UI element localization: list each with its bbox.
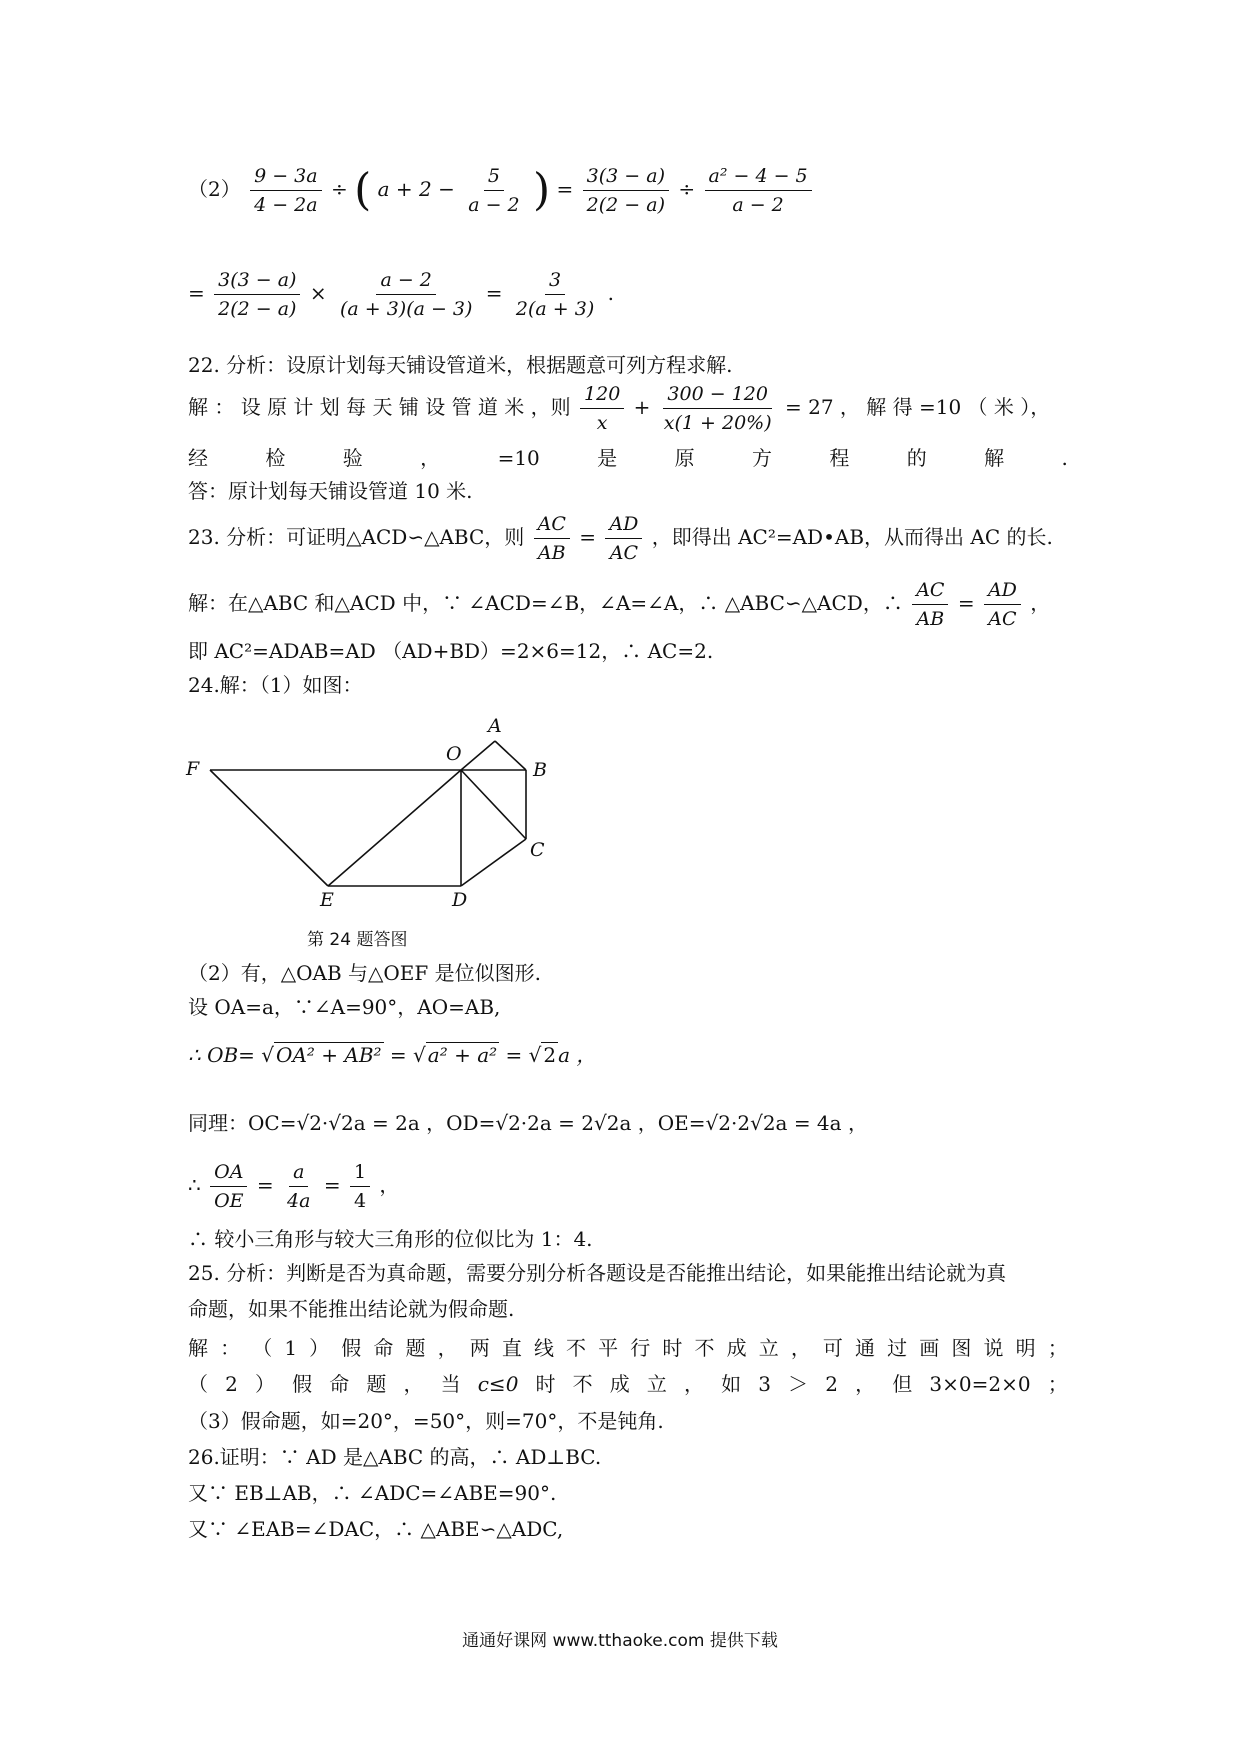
word: 1: [284, 1336, 298, 1360]
word: 命: [329, 1372, 350, 1396]
word: 检: [265, 446, 286, 470]
denominator: AB: [916, 608, 945, 630]
problem-24-heading: 24.解：（1）如图：: [188, 673, 363, 697]
word: ，: [420, 446, 441, 470]
denominator: AB: [537, 542, 566, 564]
word: 说: [983, 1336, 1004, 1360]
denominator: x: [596, 412, 608, 434]
problem-25-solution-3: （3）假命题，如=20°，=50°，则=70°，不是钝角.: [188, 1409, 664, 1433]
denominator: a − 2: [732, 194, 784, 216]
word: ，: [684, 1372, 705, 1396]
word: 命: [373, 1336, 394, 1360]
text: ，: [1030, 591, 1051, 615]
radicand: 2: [543, 1043, 557, 1067]
denominator: AC: [609, 542, 638, 564]
denominator: 4a: [287, 1190, 311, 1212]
sqrt-sign: √: [528, 1043, 542, 1067]
word: 验: [342, 446, 363, 470]
numerator: a − 2: [376, 268, 435, 295]
word: 程: [829, 446, 850, 470]
word: 2: [225, 1372, 238, 1396]
segment-oc: [461, 770, 526, 839]
word: 图: [951, 1336, 972, 1360]
numerator: AC: [912, 578, 948, 605]
problem-24-ratio: [188, 1160, 399, 1213]
word: 两: [469, 1336, 490, 1360]
word: 平: [598, 1336, 619, 1360]
operator: =: [323, 1173, 341, 1197]
numerator: 3(3 − a): [583, 164, 669, 191]
operator: =: [579, 525, 597, 549]
word: 不: [572, 1372, 593, 1396]
radicand: OA² + AB²: [276, 1043, 382, 1067]
numerator: 1: [350, 1160, 370, 1187]
operator: =: [256, 1173, 274, 1197]
label-b: B: [533, 759, 547, 781]
label-d: D: [452, 889, 468, 908]
denominator: 4: [353, 1190, 367, 1212]
numerator: 5: [484, 164, 504, 191]
word: （: [252, 1336, 273, 1360]
label-o: O: [446, 743, 462, 765]
fraction: [250, 164, 322, 217]
operator: =: [957, 591, 975, 615]
numerator: 120: [580, 382, 624, 409]
word: 2: [825, 1372, 839, 1396]
label-e: E: [320, 889, 334, 908]
word: 题: [405, 1336, 426, 1360]
word: ）: [254, 1372, 275, 1396]
problem-25-analysis-1: 25. 分析：判断是否为真命题，需要分别分析各题设是否能推出结论，如果能推出结论就为真: [188, 1261, 1007, 1285]
word: 通: [855, 1336, 876, 1360]
denominator: a − 2: [468, 194, 520, 216]
problem-25-solution-2: [188, 1371, 1068, 1397]
operator: =: [556, 177, 574, 201]
word: ，: [790, 1336, 811, 1360]
operator: =: [505, 1043, 529, 1067]
text: ∴ OB=: [188, 1043, 255, 1067]
word: 时: [662, 1336, 683, 1360]
problem-26-proof-1: 26.证明：∵ AD 是△ABC 的高，∴ AD⊥BC.: [188, 1445, 602, 1469]
problem-24-conclusion: ∴ 较小三角形与较大三角形的位似比为 1：4.: [188, 1227, 593, 1251]
denominator: 4 − 2a: [254, 194, 318, 216]
numerator: 3(3 − a): [214, 268, 300, 295]
operator: ÷: [330, 177, 348, 201]
problem-25-analysis-2: 命题，如果不能推出结论就为假命题.: [188, 1297, 515, 1321]
problem-22-answer: 答：原计划每天铺设管道 10 米.: [188, 479, 473, 503]
denominator: AC: [988, 608, 1017, 630]
problem-24-figure: [180, 708, 600, 908]
problem-23-solution: [188, 578, 1050, 631]
fraction: [660, 382, 776, 435]
expression: a + 2 −: [377, 177, 455, 201]
operator: =: [188, 281, 205, 305]
text: ，: [379, 1173, 400, 1197]
segment-dc: [461, 839, 526, 886]
sqrt-sign: √: [261, 1043, 275, 1067]
problem-22-analysis: 22. 分析：设原计划每天铺设管道米，根据题意可列方程求解.: [188, 353, 733, 377]
numerator: a² − 4 − 5: [705, 164, 812, 191]
word: 如: [721, 1372, 742, 1396]
word: 假: [341, 1336, 362, 1360]
word: 画: [919, 1336, 940, 1360]
word: ；: [1047, 1336, 1068, 1360]
problem-24-part2: （2）有，△OAB 与△OEF 是位似图形.: [188, 961, 541, 985]
word: 原: [674, 446, 695, 470]
operator: ÷: [678, 177, 696, 201]
word: 时: [535, 1372, 556, 1396]
word: 是: [597, 446, 618, 470]
operator: +: [633, 395, 651, 419]
word: ；: [1047, 1372, 1068, 1396]
segment-eo: [328, 770, 461, 886]
problem-22-solution: [188, 382, 1050, 435]
word: 但: [892, 1372, 913, 1396]
operator: =: [389, 1043, 414, 1067]
numerator: 300 − 120: [663, 382, 772, 409]
segment-fe: [210, 770, 328, 886]
fraction: [214, 268, 300, 321]
word: 明: [1015, 1336, 1036, 1360]
word: 经: [188, 446, 208, 470]
numerator: AD: [984, 578, 1021, 605]
text: 解：在△ABC 和△ACD 中，∵ ∠ACD=∠B，∠A=∠A，∴ △ABC∽△ACD，∴: [188, 591, 903, 615]
word: ，: [437, 1336, 458, 1360]
paren-close: ): [533, 164, 551, 216]
word: 立: [646, 1372, 667, 1396]
label-c: C: [530, 839, 545, 861]
operator: =: [485, 281, 503, 305]
denominator: x(1 + 20%): [663, 412, 772, 434]
word: ，: [855, 1372, 876, 1396]
problem-26-proof-3: 又∵ ∠EAB=∠DAC，∴ △ABE∽△ADC,: [188, 1517, 564, 1541]
period: .: [607, 281, 614, 305]
word: ＞: [788, 1372, 809, 1396]
sqrt-sign: √: [413, 1043, 426, 1067]
text: ， 解 得 =10 （ 米 ），: [839, 395, 1051, 419]
numerator: 9 − 3a: [250, 164, 322, 191]
text: ，即得出 AC²=AD•AB，从而得出 AC 的长.: [651, 525, 1053, 549]
problem-24-given: 设 OA=a，∵∠A=90°，AO=AB,: [188, 995, 501, 1019]
word: 3: [758, 1372, 772, 1396]
word: 可: [822, 1336, 843, 1360]
problem-24-ob: [188, 1042, 596, 1068]
fraction: [464, 164, 523, 217]
problem-23-analysis: [188, 512, 1053, 565]
problem-22-check: [188, 445, 1068, 471]
figure-caption: 第 24 题答图: [307, 930, 408, 950]
denominator: 2(2 − a): [586, 194, 666, 216]
label-a: A: [488, 715, 502, 737]
numerator: OA: [210, 1160, 247, 1187]
word: 解: [188, 1336, 208, 1360]
word: 3×0=2×0: [929, 1372, 1031, 1396]
footer-watermark: 通通好课网 www.tthaoke.com 提供下载: [462, 1631, 778, 1651]
word: =10: [497, 446, 540, 470]
word: .: [1061, 446, 1068, 470]
segment-oa: [461, 741, 495, 770]
word: （: [188, 1372, 208, 1396]
word: ，: [403, 1372, 424, 1396]
fraction: [283, 1160, 314, 1213]
fraction: [605, 512, 642, 565]
word: 假: [292, 1372, 313, 1396]
fraction: [512, 268, 598, 321]
fraction: [534, 512, 570, 565]
word: ）: [309, 1336, 330, 1360]
word: 立: [758, 1336, 779, 1360]
paren-open: (: [354, 164, 372, 216]
text: 解 ： 设 原 计 划 每 天 铺 设 管 道 米 ，则: [188, 395, 571, 419]
text: ∴: [188, 1173, 201, 1197]
fraction: [583, 164, 669, 217]
word: 直: [501, 1336, 522, 1360]
fraction: [580, 382, 624, 435]
word: 过: [887, 1336, 908, 1360]
denominator: 2(2 − a): [218, 298, 297, 320]
problem-26-proof-2: 又∵ EB⊥AB，∴ ∠ADC=∠ABE=90°.: [188, 1481, 557, 1505]
label-f: F: [186, 758, 200, 780]
word: 当: [440, 1372, 461, 1396]
fraction: [350, 1160, 370, 1213]
solution-21-2-line1: [188, 164, 815, 217]
segment-ab: [495, 741, 526, 770]
operator: ×: [309, 281, 327, 305]
denominator: OE: [214, 1190, 244, 1212]
denominator: 2(a + 3): [515, 298, 595, 320]
fraction: [705, 164, 812, 217]
fraction: [210, 1160, 247, 1213]
text: 23. 分析：可证明△ACD∽△ABC，则: [188, 525, 525, 549]
part-label: （2）: [188, 177, 241, 201]
text: a ，: [558, 1043, 597, 1067]
fraction: [984, 578, 1021, 631]
word: c≤0: [477, 1372, 519, 1396]
operator: = 27: [784, 395, 834, 419]
problem-23-result: 即 AC²=ADAB=AD （AD+BD）=2×6=12，∴ AC=2.: [188, 639, 714, 663]
word: ：: [220, 1336, 241, 1360]
word: 成: [609, 1372, 630, 1396]
word: 线: [533, 1336, 554, 1360]
word: 成: [726, 1336, 747, 1360]
numerator: AC: [534, 512, 570, 539]
fraction: [336, 268, 476, 321]
word: 的: [906, 446, 927, 470]
word: 方: [751, 446, 772, 470]
word: 解: [984, 446, 1005, 470]
word: 行: [630, 1336, 651, 1360]
numerator: 3: [545, 268, 565, 295]
word: 题: [366, 1372, 387, 1396]
fraction: [912, 578, 948, 631]
radicand: a² + a²: [427, 1043, 498, 1067]
numerator: AD: [605, 512, 642, 539]
problem-24-similar: 同理：OC=√2·√2a = 2a ，OD=√2·2a = 2√2a ，OE=√2·2√2a = 4a ，: [188, 1111, 868, 1135]
problem-25-solution-1: [188, 1335, 1068, 1361]
denominator: (a + 3)(a − 3): [339, 298, 473, 320]
word: 不: [566, 1336, 587, 1360]
word: 不: [694, 1336, 715, 1360]
solution-21-2-line2: [188, 268, 614, 321]
numerator: a: [289, 1160, 308, 1187]
